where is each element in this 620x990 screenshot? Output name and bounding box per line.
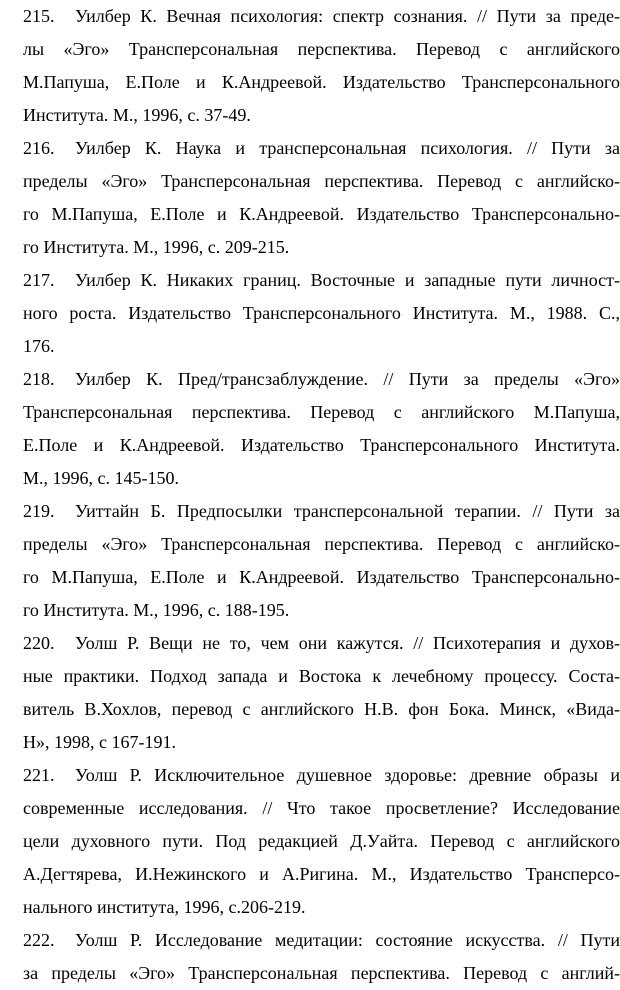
entry-line: М., 1996, с. 145-150. xyxy=(23,468,179,488)
entry-line: 176. xyxy=(23,336,55,356)
entry-number: 221. xyxy=(23,765,55,785)
entry-number: 216. xyxy=(23,138,55,158)
entry-line: цели духовного пути. Под редакцией Д.Уайта. Перевод с английского xyxy=(23,831,620,851)
entry-line: го М.Папуша, Е.Поле и К.Андреевой. Издательство Трансперсонально- xyxy=(23,204,620,224)
entry-line: современные исследования. // Что такое просветление? Исследование xyxy=(23,798,620,818)
entry-line: Уиттайн Б. Предпосылки трансперсональной терапии. // Пути за xyxy=(75,501,620,521)
entry-number: 219. xyxy=(23,501,55,521)
entry-line: ного роста. Издательство Трансперсонального Института. М., 1988. С., xyxy=(23,303,620,323)
entry-line: ные практики. Подход запада и Востока к лечебному процессу. Соста- xyxy=(23,666,620,686)
entry-line: за пределы «Эго» Трансперсональная перспектива. Перевод с англий- xyxy=(23,963,620,983)
entry-line: пределы «Эго» Трансперсональная перспектива. Перевод с английско- xyxy=(23,171,620,191)
entry-line: Уилбер К. Вечная психология: спектр сознания. // Пути за преде- xyxy=(75,6,620,26)
entry-line: Уилбер К. Наука и трансперсональная психология. // Пути за xyxy=(75,138,620,158)
entry-line: Трансперсональная перспектива. Перевод с английского М.Папуша, xyxy=(23,402,620,422)
entry-line: го Института. М., 1996, с. 188-195. xyxy=(23,600,290,620)
entry-line: А.Дегтярева, И.Нежинского и А.Ригина. М., Издательство Трансперсо- xyxy=(23,864,620,884)
entry-number: 220. xyxy=(23,633,55,653)
entry-line: лы «Эго» Трансперсональная перспектива. Перевод с английского xyxy=(23,39,620,59)
entry-line: пределы «Эго» Трансперсональная перспектива. Перевод с английско- xyxy=(23,534,620,554)
entry-line: Уолш Р. Исключительное душевное здоровье: древние образы и xyxy=(75,765,620,785)
entry-line: го Института. М., 1996, с. 209-215. xyxy=(23,237,290,257)
entry-number: 222. xyxy=(23,930,55,950)
entry-number: 218. xyxy=(23,369,55,389)
entry-line: Уилбер К. Пред/трансзаблуждение. // Пути за пределы «Эго» xyxy=(75,369,620,389)
entry-number: 215. xyxy=(23,6,55,26)
entry-line: витель В.Хохлов, перевод с английского Н.В. фон Бока. Минск, «Вида- xyxy=(23,699,620,719)
entry-line: Уилбер К. Никаких границ. Восточные и западные пути личност- xyxy=(75,270,620,290)
entry-line: го М.Папуша, Е.Поле и К.Андреевой. Издательство Трансперсонально- xyxy=(23,567,620,587)
entry-line: Института. М., 1996, с. 37-49. xyxy=(23,105,251,125)
entry-line: Н», 1998, с 167-191. xyxy=(23,732,176,752)
entry-line: Уолш Р. Вещи не то, чем они кажутся. // Психотерапия и духов- xyxy=(75,633,620,653)
entry-line: М.Папуша, Е.Поле и К.Андреевой. Издательство Трансперсонального xyxy=(23,72,620,92)
entry-line: Уолш Р. Исследование медитации: состояние искусства. // Пути xyxy=(75,930,620,950)
entry-number: 217. xyxy=(23,270,55,290)
entry-line: Е.Поле и К.Андреевой. Издательство Трансперсонального Института. xyxy=(23,435,620,455)
entry-line: нального института, 1996, с.206-219. xyxy=(23,897,306,917)
